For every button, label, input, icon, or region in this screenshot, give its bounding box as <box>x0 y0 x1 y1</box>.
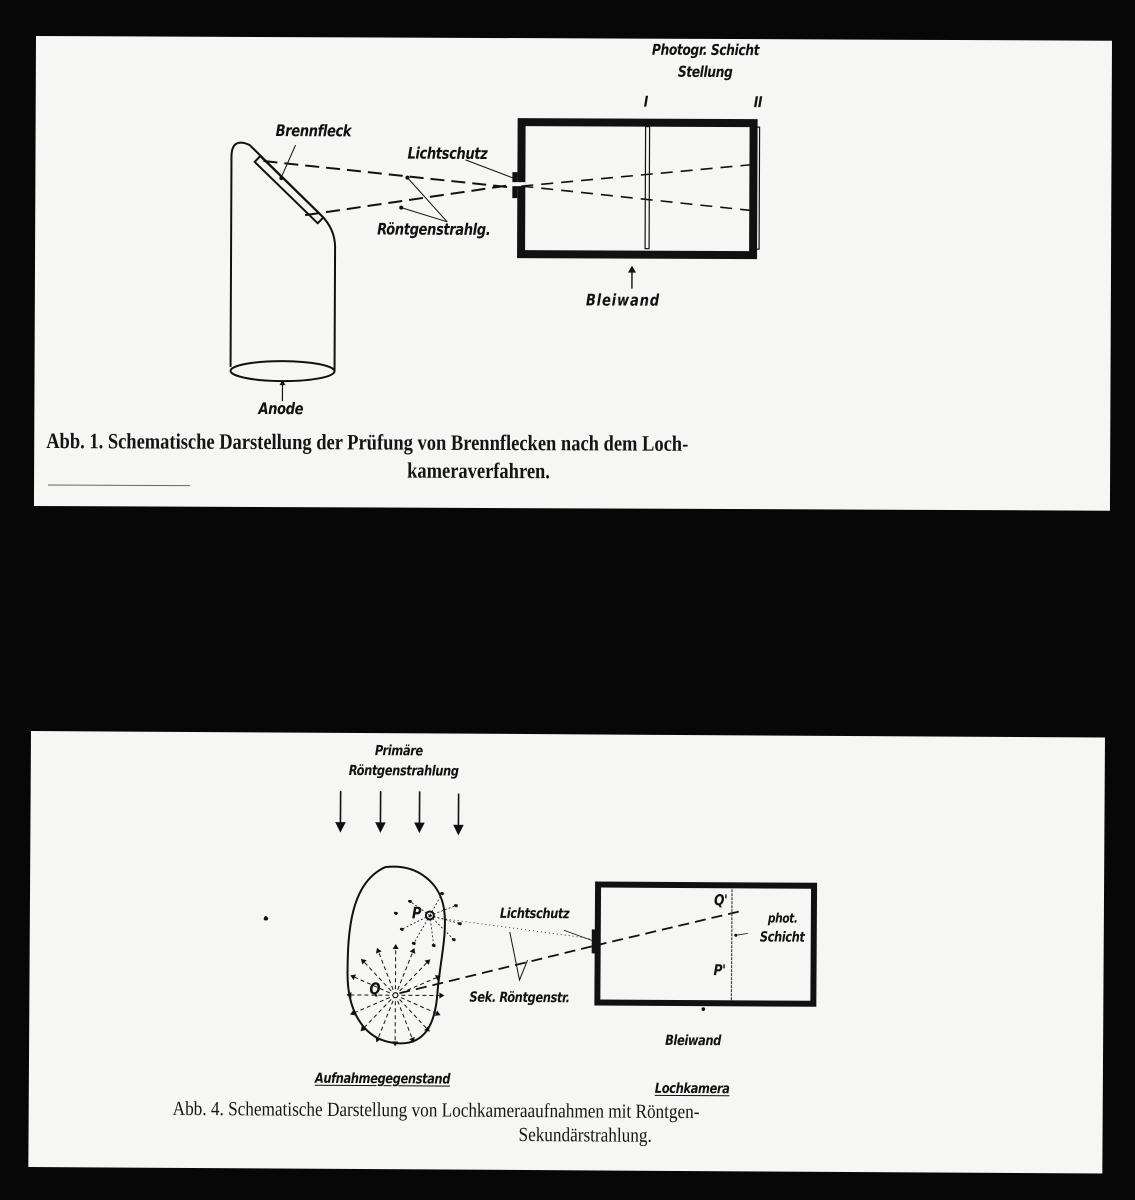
label-object: Aufnahmegegenstand <box>314 1070 451 1088</box>
film-position-I <box>645 127 650 249</box>
primary-radiation-arrows <box>336 791 462 834</box>
figure-1-caption-line-1: Abb. 1. Schematische Darstellung der Prüfung von Brennflecken nach dem Loch- <box>46 428 689 456</box>
anode-ellipse <box>230 361 334 381</box>
label-primary-xrays: Röntgenstrahlung <box>348 762 459 780</box>
point-q-rays <box>346 944 445 1047</box>
label-position: Stellung <box>677 62 733 82</box>
object-outline <box>347 866 445 1043</box>
label-lead-wall: Bleiwand <box>585 290 661 310</box>
label-position-I: I <box>643 92 648 111</box>
label-focal-spot: Brennfleck <box>275 121 352 141</box>
label-phot: phot. <box>767 911 798 927</box>
focal-spot-pointer <box>281 145 295 177</box>
q-ray-arrowhead <box>439 992 444 998</box>
label-light-shield: Lichtschutz <box>407 143 488 163</box>
q-ray <box>398 953 413 990</box>
figure-4-caption-line-2: Sekundärstrahlung. <box>518 1123 652 1147</box>
figure-1-caption-line-2: kameraverfahren. <box>407 457 551 484</box>
photo-layer-pointer <box>736 933 748 935</box>
q-ray <box>397 1001 412 1038</box>
secondary-xray-pointer <box>509 932 527 980</box>
short-rule <box>48 485 190 486</box>
q-ray <box>401 998 436 1014</box>
xray-tube-outline <box>231 143 336 372</box>
label-layer: Schicht <box>759 929 805 946</box>
secondary-xray-beam <box>399 944 595 994</box>
label-p-prime: P' <box>713 961 726 980</box>
label-xrays: Röntgenstrahlg. <box>377 219 491 239</box>
lead-wall-arrowhead <box>628 266 636 273</box>
q-ray-arrowhead <box>376 948 382 954</box>
q-ray <box>378 1001 393 1038</box>
figure-1-panel <box>34 36 1112 511</box>
photo-layer <box>731 889 732 1001</box>
q-ray <box>355 997 390 1013</box>
lead-wall-marker <box>702 1007 706 1011</box>
inner-beam-upper <box>521 163 757 187</box>
inner-beam-lower <box>521 186 757 211</box>
figure-4-panel <box>28 731 1105 1174</box>
point-q-source <box>393 993 398 998</box>
pinhole-light-shield <box>592 929 597 953</box>
light-shield-pointer <box>564 930 592 940</box>
label-position-II: II <box>753 93 763 112</box>
label-secondary-xrays: Sek. Röntgenstr. <box>469 989 570 1007</box>
figure-4-caption-line-1: Abb. 4. Schematische Darstellung von Lochkameraaufnahmen mit Röntgen- <box>172 1097 700 1124</box>
pinhole-camera-box <box>521 122 754 255</box>
label-q-prime: Q' <box>713 891 728 910</box>
label-lead-wall: Bleiwand <box>665 1032 722 1050</box>
label-pinhole-camera: Lochkamera <box>654 1080 730 1098</box>
label-point-p: P <box>411 903 422 923</box>
q-ray <box>399 999 426 1028</box>
q-ray <box>364 999 391 1028</box>
q-ray-arrowhead <box>393 944 399 949</box>
label-anode: Anode <box>258 398 304 419</box>
label-photo-layer: Photogr. Schicht <box>651 40 760 60</box>
label-light-shield: Lichtschutz <box>499 905 570 923</box>
q-ray <box>379 952 394 989</box>
q-ray-arrowhead <box>410 948 416 954</box>
label-primary: Primäre <box>374 743 423 760</box>
inner-secondary-beam <box>596 910 740 946</box>
label-point-q: Q <box>369 979 381 999</box>
